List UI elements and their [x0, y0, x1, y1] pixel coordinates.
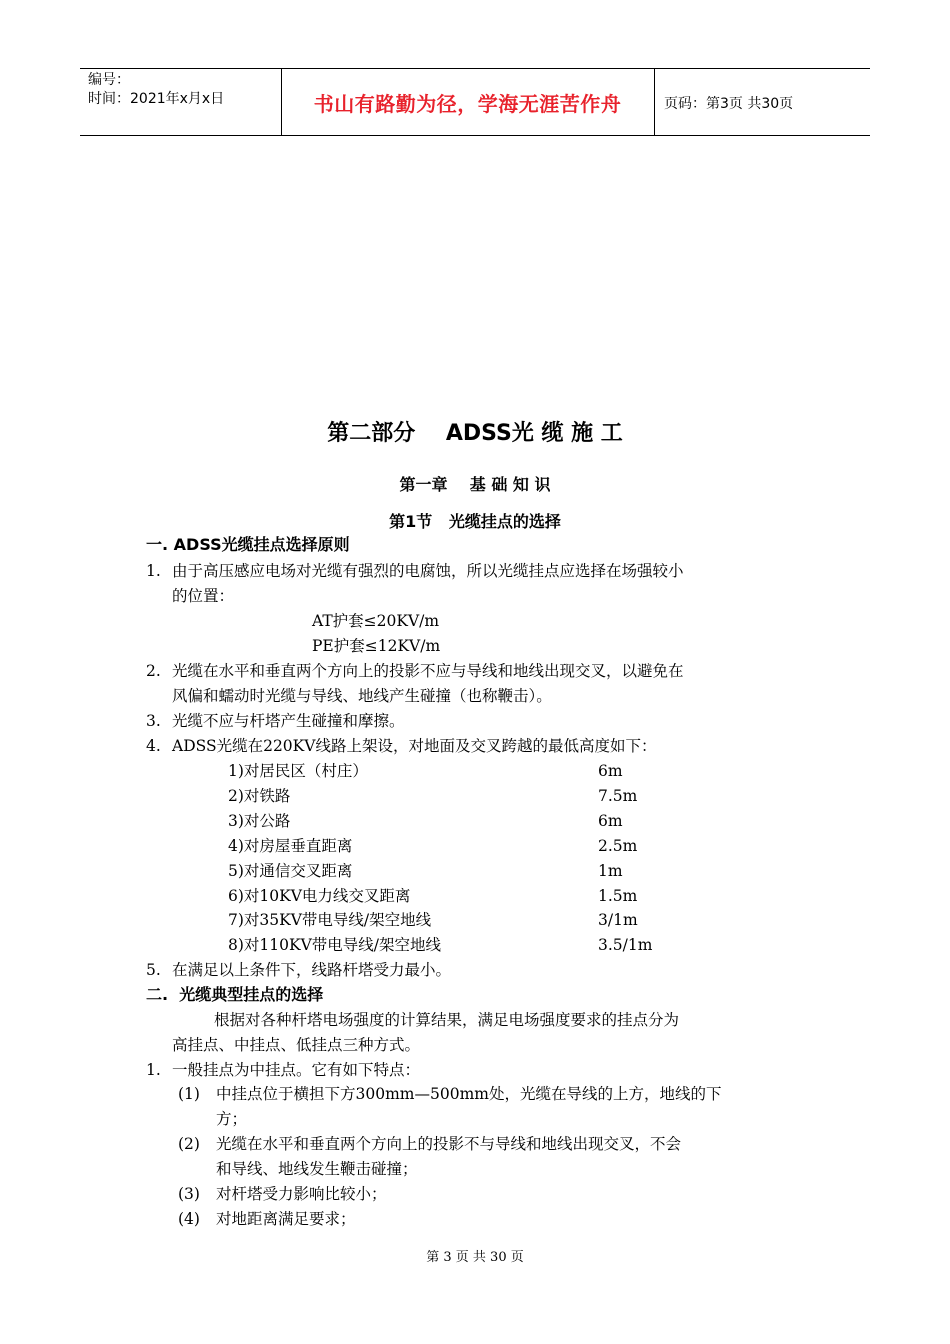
part2-heading: 二. 光缆典型挂点的选择	[146, 985, 324, 1004]
sub-number: (4)	[178, 1210, 200, 1228]
height-label: 7)对35KV带电导线/架空地线	[228, 911, 432, 929]
part2-intro: 高挂点、中挂点、低挂点三种方式。	[172, 1036, 421, 1054]
number-label: 编号：	[88, 72, 130, 88]
page-footer: 第 3 页 共 30 页	[426, 1250, 524, 1265]
height-value: 6m	[598, 812, 623, 830]
header-divider	[654, 69, 655, 135]
height-label: 5)对通信交叉距离	[228, 862, 353, 880]
height-label: 8)对110KV带电导线/架空地线	[228, 936, 441, 954]
item-number: 1.	[146, 562, 161, 580]
item-text: 由于高压感应电场对光缆有强烈的电腐蚀，所以光缆挂点应选择在场强较小	[172, 562, 684, 580]
sub-text: 对杆塔受力影响比较小；	[216, 1185, 387, 1203]
height-value: 1m	[598, 862, 623, 880]
sub-text: 光缆在水平和垂直两个方向上的投影不与导线和地线出现交叉，不会	[216, 1135, 682, 1153]
sub-text: 对地距离满足要求；	[216, 1210, 356, 1228]
height-label: 2)对铁路	[228, 787, 291, 805]
height-label: 6)对10KV电力线交叉距离	[228, 887, 411, 905]
page-header	[80, 68, 870, 136]
height-value: 6m	[598, 762, 623, 780]
item-number: 3.	[146, 712, 161, 730]
height-value: 1.5m	[598, 887, 638, 905]
header-meta	[88, 71, 224, 109]
height-value: 3.5/1m	[598, 936, 653, 954]
time-label: 时间：2021年x月x日	[88, 91, 225, 107]
item-text: 光缆不应与杆塔产生碰撞和摩擦。	[172, 712, 405, 730]
height-label: 3)对公路	[228, 812, 291, 830]
part-title: 第二部分 ADSS光 缆 施 工	[327, 421, 623, 446]
part1-heading: 一. ADSS光缆挂点选择原则	[146, 535, 350, 554]
item-number: 4.	[146, 737, 161, 755]
sub-text: 中挂点位于横担下方300mm—500mm处，光缆在导线的上方，地线的下	[216, 1085, 722, 1103]
sub-text: 和导线、地线发生鞭击碰撞；	[216, 1160, 418, 1178]
item-number: 5.	[146, 961, 161, 979]
item-number: 1.	[146, 1061, 161, 1079]
item-text: 在满足以上条件下，线路杆塔受力最小。	[172, 961, 452, 979]
item-text: 的位置：	[172, 587, 235, 605]
header-motto: 书山有路勤为径，学海无涯苦作舟	[313, 91, 622, 116]
part2-intro: 根据对各种杆塔电场强度的计算结果，满足电场强度要求的挂点分为	[214, 1011, 680, 1029]
sub-number: (2)	[178, 1135, 200, 1153]
chapter-title: 第一章 基 础 知 识	[399, 475, 551, 494]
sheath-at: AT护套≤20KV/m	[312, 612, 440, 630]
item-number: 2.	[146, 662, 161, 680]
header-page-info: 页码：第3页 共30页	[664, 96, 794, 112]
item-text: 光缆在水平和垂直两个方向上的投影不应与导线和地线出现交叉，以避免在	[172, 662, 684, 680]
sub-number: (3)	[178, 1185, 200, 1203]
height-value: 2.5m	[598, 837, 638, 855]
height-value: 7.5m	[598, 787, 638, 805]
height-value: 3/1m	[598, 911, 638, 929]
sheath-pe: PE护套≤12KV/m	[312, 637, 441, 655]
item-text: 一般挂点为中挂点。它有如下特点：	[172, 1061, 421, 1079]
sub-number: (1)	[178, 1085, 200, 1103]
sub-text: 方；	[216, 1110, 248, 1128]
height-label: 1)对居民区（村庄）	[228, 762, 368, 780]
item-text: ADSS光缆在220KV线路上架设，对地面及交叉跨越的最低高度如下：	[172, 737, 657, 755]
section-title: 第1节 光缆挂点的选择	[389, 512, 561, 531]
item-text: 风偏和蠕动时光缆与导线、地线产生碰撞（也称鞭击）。	[172, 687, 552, 705]
height-label: 4)对房屋垂直距离	[228, 837, 353, 855]
